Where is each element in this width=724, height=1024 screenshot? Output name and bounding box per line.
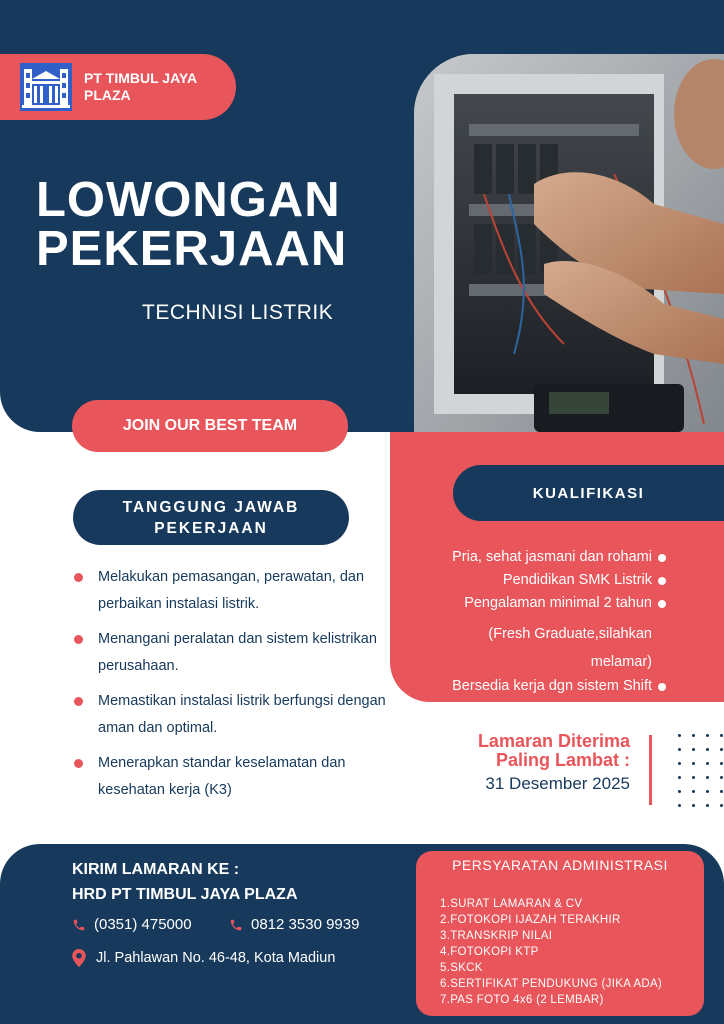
phone-contact-1[interactable]: [72, 916, 192, 933]
list-item: Pria, sehat jasmani dan rohami: [322, 546, 652, 569]
responsibilities-title-line-1: TANGGUNG JAWAB: [122, 498, 300, 516]
join-team-button[interactable]: JOIN OUR BEST TEAM: [72, 400, 348, 452]
admin-requirements-panel: [416, 851, 704, 1016]
list-item: Menangani peralatan dan sistem kelistrikan perusahaan.: [72, 626, 392, 680]
list-item: 2.FOTOKOPI IJAZAH TERAKHIR: [440, 914, 621, 926]
position-title: TECHNISI LISTRIK: [142, 301, 334, 324]
responsibilities-list: [72, 564, 392, 812]
address-contact: [72, 949, 335, 967]
phone-number-1: (0351) 475000: [94, 916, 192, 933]
list-item: (Fresh Graduate,silahkan: [488, 626, 652, 642]
list-item: Pengalaman minimal 2 tahun: [322, 592, 652, 615]
list-item: Memastikan instalasi listrik berfungsi dengan aman dan optimal.: [72, 688, 392, 742]
phone-contact-2[interactable]: [229, 916, 359, 933]
decorative-dots: [678, 734, 724, 808]
list-item: 3.TRANSKRIP NILAI: [440, 930, 553, 942]
deadline-label-1: Lamaran Diterima: [477, 731, 630, 751]
deadline-block: [430, 732, 630, 796]
phone-number-2: 0812 3530 9939: [251, 916, 360, 933]
list-item: 7.PAS FOTO 4x6 (2 LEMBAR): [440, 994, 604, 1006]
location-pin-icon: [72, 949, 86, 967]
send-application-title: [72, 857, 298, 907]
deadline-label-2: Paling Lambat :: [495, 750, 630, 770]
list-item: Pendidikan SMK Listrik: [322, 569, 652, 592]
building-logo-icon: [20, 63, 72, 111]
title-line-1: LOWONGAN: [36, 173, 341, 227]
title-line-2: PEKERJAAN: [36, 222, 348, 276]
list-item: Bersedia kerja dgn sistem Shift: [322, 675, 652, 698]
company-logo-badge: [0, 54, 236, 120]
address-text: Jl. Pahlawan No. 46-48, Kota Madiun: [96, 950, 336, 966]
list-item: 1.SURAT LAMARAN & CV: [440, 898, 583, 910]
company-name: PT TIMBUL JAYA PLAZA: [84, 70, 197, 103]
list-item: 5.SKCK: [440, 962, 483, 974]
send-to-line-2: HRD PT TIMBUL JAYA PLAZA: [72, 886, 298, 903]
phone-icon: [72, 918, 86, 932]
admin-requirements-title: PERSYARATAN ADMINISTRASI: [452, 857, 668, 873]
page-title: [36, 173, 396, 276]
deadline-divider: [649, 735, 652, 805]
phone-icon: [229, 918, 243, 932]
list-item: Melakukan pemasangan, perawatan, dan perbaikan instalasi listrik.: [72, 564, 392, 618]
admin-requirements-list: [440, 896, 662, 1008]
list-item: 6.SERTIFIKAT PENDUKUNG (JIKA ADA): [440, 978, 663, 990]
list-item: 4.FOTOKOPI KTP: [440, 946, 539, 958]
responsibilities-title-line-2: PEKERJAAN: [154, 519, 268, 537]
list-item: Menerapkan standar keselamatan dan kesehatan kerja (K3): [72, 750, 392, 804]
list-item: melamar): [590, 654, 652, 670]
qualifications-title: KUALIFIKASI: [453, 465, 724, 521]
deadline-date: 31 Desember 2025: [485, 774, 630, 793]
send-to-line-1: KIRIM LAMARAN KE :: [72, 861, 240, 878]
technician-photo: [414, 54, 724, 432]
responsibilities-title: [73, 490, 349, 545]
